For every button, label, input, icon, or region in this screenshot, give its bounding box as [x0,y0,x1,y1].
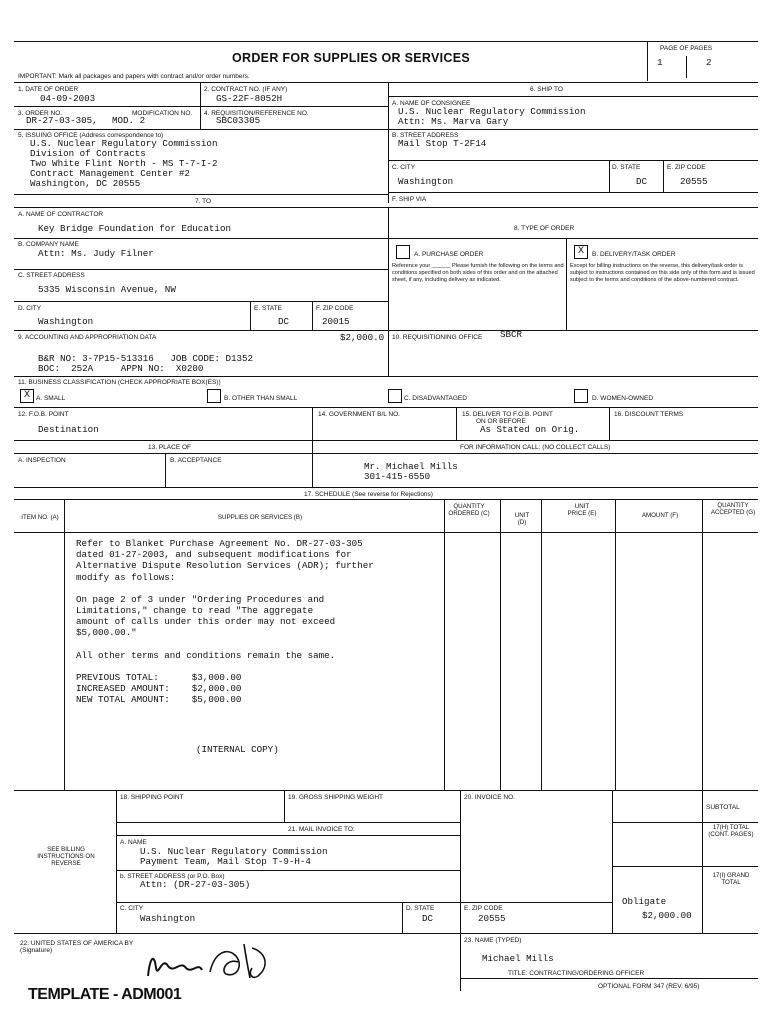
rule [312,301,313,330]
rule [14,440,312,441]
ship-via-label: F. SHIP VIA [392,196,427,203]
delivery-order-text: Except for billing instructions on the reverse, this delivery/task order is subject to instructions contained on this side only of this form and is issued subject to the terms and conditions of the above-numbered contract. [570,263,755,283]
schedule-line: modify as follows: [76,571,176,583]
col-amount-header: AMOUNT (F) [641,512,679,519]
invoice-zip-label: E. ZIP CODE [464,905,503,912]
signature-label: 22. UNITED STATES OF AMERICA BY (Signature) [20,940,134,954]
shipping-point-label: 18. SHIPPING POINT [120,794,184,801]
contractor-zip-label: F. ZIP CODE [316,305,354,312]
name-typed-label: 23. NAME (TYPED) [464,937,522,944]
schedule-line: dated 01-27-2003, and subsequent modifications for [76,549,352,561]
rule [116,902,612,903]
contractor-city-label: D. CITY [18,305,42,312]
ship-street-label: B. STREET ADDRESS [392,132,459,139]
date-of-order-label: 1. DATE OF ORDER [18,86,79,93]
rule [686,56,687,78]
col-accepted-header: QUANTITY ACCEPTED (G) [710,502,756,516]
rule [402,902,403,933]
rule [612,790,613,933]
rule [312,407,313,487]
see-billing-note: SEE BILLING INSTRUCTIONS ON REVERSE [37,846,95,867]
deliver-on-before-label: ON OR BEFORE [476,418,526,425]
invoice-name-label: A. NAME [120,839,147,846]
disadvantaged-label: C. DISADVANTAGED [404,395,467,402]
total-cont-label: 17(H) TOTAL (CONT. PAGES) [708,824,754,838]
business-class-label: 11. BUSINESS CLASSIFICATION (CHECK APPROPRIATE BOX(ES)) [18,379,221,386]
grand-total-label: 17(I) GRAND TOTAL [712,872,750,886]
col-item-header: ITEM NO. (A) [21,514,59,521]
subtotal-label: SUBTOTAL [706,804,740,811]
page-number: 1 [657,57,663,68]
info-call-phone: 301-415-6550 [364,471,431,482]
ship-state-label: D. STATE [612,164,641,171]
acceptance-label: B. ACCEPTANCE [170,457,222,464]
requisitioning-office-label: 10. REQUISITIONING OFFICE [392,334,483,341]
contractor-zip-value: 20015 [322,316,350,327]
rule [388,330,389,376]
disadvantaged-checkbox[interactable] [388,389,402,403]
company-value: Attn: Ms. Judy Filner [38,248,154,259]
rule [14,453,312,454]
women-owned-label: D. WOMEN-OWNED [592,395,654,402]
invoice-street-label: b. STREET ADDRESS (or P.O. Box) [120,873,225,880]
rule [609,407,610,440]
invoice-city-label: C. CITY [120,905,144,912]
rule [64,499,65,790]
rule [444,499,445,790]
schedule-label: 17. SCHEDULE (See reverse for Rejections) [304,491,433,498]
form-title: ORDER FOR SUPPLIES OR SERVICES [232,51,470,65]
rule [14,790,758,791]
rule [647,41,648,81]
rule [14,376,758,377]
mod-no-value: MOD. 2 [112,115,146,126]
women-owned-checkbox[interactable] [574,389,588,403]
internal-copy-note: (INTERNAL COPY) [196,744,279,755]
schedule-description [76,538,374,705]
obligate-note: Obligate [622,896,667,907]
rule [14,933,758,934]
other-than-small-label: B. OTHER THAN SMALL [224,395,298,402]
rule [312,440,758,441]
accounting-amount: $2,000.0 [340,332,385,343]
delivery-order-checkbox[interactable]: X [574,245,588,259]
rule [615,499,616,790]
rule [460,933,461,991]
rule [702,499,703,790]
issuing-office-label: 5. ISSUING OFFICE (Address correspondence to) [18,132,164,139]
rule [14,238,758,239]
rule [312,453,758,454]
requisition-no-value: SBC03305 [216,115,261,126]
col-price-header: UNIT PRICE (E) [567,503,597,517]
consignee-label: A. NAME OF CONSIGNEE [392,100,471,107]
deliver-to-label: 15. DELIVER TO F.O.B. POINT [462,411,553,418]
invoice-no-label: 20. INVOICE NO. [464,794,515,801]
col-qty-header: QUANTITY ORDERED (C) [448,503,490,517]
col-supplies-header: SUPPLIES OR SERVICES (B) [217,514,303,521]
rule [284,790,285,822]
rule [14,269,388,270]
delivery-order-label: B. DELIVERY/TASK ORDER [592,251,676,258]
contractor-street-value: 5335 Wisconsin Avenue, NW [38,284,176,295]
fob-value: Destination [38,424,99,435]
rule [612,822,758,823]
rule [460,978,758,979]
issuing-office-line-4: Contract Management Center #2 [30,168,190,179]
fob-label: 12. F.O.B. POINT [18,411,69,418]
consignee-line-1: U.S. Nuclear Regulatory Commission [398,106,586,117]
rule [566,238,567,330]
schedule-line: Refer to Blanket Purchase Agreement No. DR-27-03-305 [76,538,363,549]
rule [165,453,166,487]
rule [200,83,201,106]
schedule-gap [76,639,374,650]
rule [14,301,388,302]
col-unit-header: UNIT (D) [514,512,530,526]
schedule-line: Alternative Dispute Resolution Services (ADR); further [76,560,374,572]
rule [663,160,664,192]
invoice-zip-value: 20555 [478,913,506,924]
rule [612,866,758,867]
contractor-city-value: Washington [38,316,94,327]
contract-no-value: GS-22F-8052H [216,93,283,104]
accounting-label: 9. ACCOUNTING AND APPROPRIATION DATA [18,334,157,341]
rule [460,790,461,933]
ship-city-label: C. CITY [392,164,416,171]
invoice-name-line-2: Payment Team, Mail Stop T-9-H-4 [140,856,311,867]
grand-total-amount: $2,000.00 [642,910,692,921]
schedule-line: INCREASED AMOUNT: $2,000.00 [76,683,242,695]
deliver-to-value: As Stated on Orig. [480,424,580,435]
rule [541,499,542,790]
schedule-line: NEW TOTAL AMOUNT: $5,000.00 [76,694,242,706]
to-section-label: 7. TO [195,198,212,205]
discount-terms-label: 16. DISCOUNT TERMS [614,411,684,418]
rule [14,499,758,500]
invoice-street-value: Attn: (DR-27-03-305) [140,879,251,890]
info-call-name: Mr. Michael Mills [364,461,458,472]
rule [14,194,388,195]
rule [500,499,501,790]
rule [388,83,389,203]
rule [116,822,460,823]
page-of-pages-label: PAGE OF PAGES [660,45,713,52]
gross-weight-label: 19. GROSS SHIPPING WEIGHT [288,794,383,801]
rule [609,160,610,192]
contract-no-label: 2. CONTRACT NO. (IF ANY) [204,86,288,93]
issuing-office-line-2: Division of Contracts [30,148,146,159]
schedule-line: PREVIOUS TOTAL: $3,000.00 [76,671,242,683]
template-stamp: TEMPLATE - ADM001 [28,986,182,1003]
contractor-state-value: DC [278,316,290,327]
type-of-order-label: 8. TYPE OF ORDER [514,225,575,232]
schedule-gap [76,661,374,672]
contractor-street-label: C. STREET ADDRESS [18,272,85,279]
schedule-line: amount of calls under this order may not exceed [76,616,336,628]
rule [388,192,758,193]
issuing-office-line-5: Washington, DC 20555 [30,178,141,189]
schedule-line: On page 2 of 3 under "Ordering Procedures and [76,593,325,605]
contractor-state-label: E. STATE [254,305,282,312]
rule [388,160,758,161]
ship-to-section-label: 6. SHIP TO [530,86,563,93]
consignee-line-2: Attn: Ms. Marva Gary [398,116,509,127]
requisitioning-office-value: SBCR [500,329,523,340]
invoice-state-value: DC [422,913,434,924]
rule [14,82,758,83]
rule [388,207,389,330]
rule [14,532,758,533]
mod-no-label: MODIFICATION NO. [132,110,193,117]
form-number: OPTIONAL FORM 347 (REV. 6/95) [598,983,700,990]
ship-street-value: Mail Stop T-2F14 [398,138,487,149]
info-call-label: FOR INFORMATION CALL: (NO COLLECT CALLS) [460,444,611,451]
rule [116,870,460,871]
purchase-order-checkbox[interactable] [396,245,410,259]
ship-zip-label: E. ZIP CODE [667,164,706,171]
ship-city-value: Washington [398,176,454,187]
schedule-line: $5,000.00." [76,627,137,639]
order-no-value: DR-27-03-305, [26,115,98,126]
rule [388,129,758,130]
purchase-order-text: Reference your ______ Please furnish the following on the terms and conditions specified on both sides of this order and on the attached sheet, if any, including delivery as indicated. [392,263,564,283]
purchase-order-label: A. PURCHASE ORDER [414,251,484,258]
invoice-city-value: Washington [140,913,196,924]
accounting-line-2: BOC: 252A APPN NO: X0200 [38,363,204,374]
rule [456,407,457,440]
schedule-line: Limitations," change to read "The aggregate [76,605,314,617]
inspection-label: A. INSPECTION [18,457,66,464]
rule [14,407,758,408]
small-label: A. SMALL [36,395,66,402]
date-of-order-value: 04-09-2003 [40,93,96,104]
rule [14,207,758,208]
issuing-office-line-3: Two White Flint North - MS T-7-I-2 [30,158,218,169]
accounting-line-1: B&R NO: 3-7P15-513316 JOB CODE: D1352 [38,353,254,364]
rule [250,301,251,330]
rule [388,96,758,97]
rule [702,790,703,933]
schedule-line: All other terms and conditions remain the same. [76,649,336,661]
invoice-name-line-1: U.S. Nuclear Regulatory Commission [140,846,328,857]
rule [14,129,388,130]
ship-state-value: DC [636,176,648,187]
requisition-no-label: 4. REQUISITION/REFERENCE NO. [204,110,309,117]
title-label: TITLE: CONTRACTING/ORDERING OFFICER [508,970,645,977]
place-of-label: 13. PLACE OF [148,444,191,451]
important-note: IMPORTANT: Mark all packages and papers with contract and/or order numbers. [18,73,250,80]
rule [116,835,460,836]
small-checkbox[interactable]: X [20,389,34,403]
gov-bl-label: 14. GOVERNMENT B/L NO. [318,411,400,418]
rule [14,487,758,488]
signature-image [140,938,280,982]
ship-zip-value: 20555 [680,176,708,187]
page-count: 2 [706,57,712,68]
mail-invoice-label: 21. MAIL INVOICE TO: [288,826,355,833]
order-no-label: 3. ORDER NO. [18,110,63,117]
rule [116,790,117,933]
rule [200,107,201,129]
invoice-state-label: D. STATE [406,905,435,912]
contractor-value: Key Bridge Foundation for Education [38,223,231,234]
company-label: B. COMPANY NAME [18,241,79,248]
other-than-small-checkbox[interactable] [207,389,221,403]
schedule-gap [76,583,374,594]
rule [14,106,388,107]
name-typed-value: Michael Mills [482,953,554,964]
issuing-office-line-1: U.S. Nuclear Regulatory Commission [30,138,218,149]
contractor-label: A. NAME OF CONTRACTOR [18,211,104,218]
rule [14,330,758,331]
